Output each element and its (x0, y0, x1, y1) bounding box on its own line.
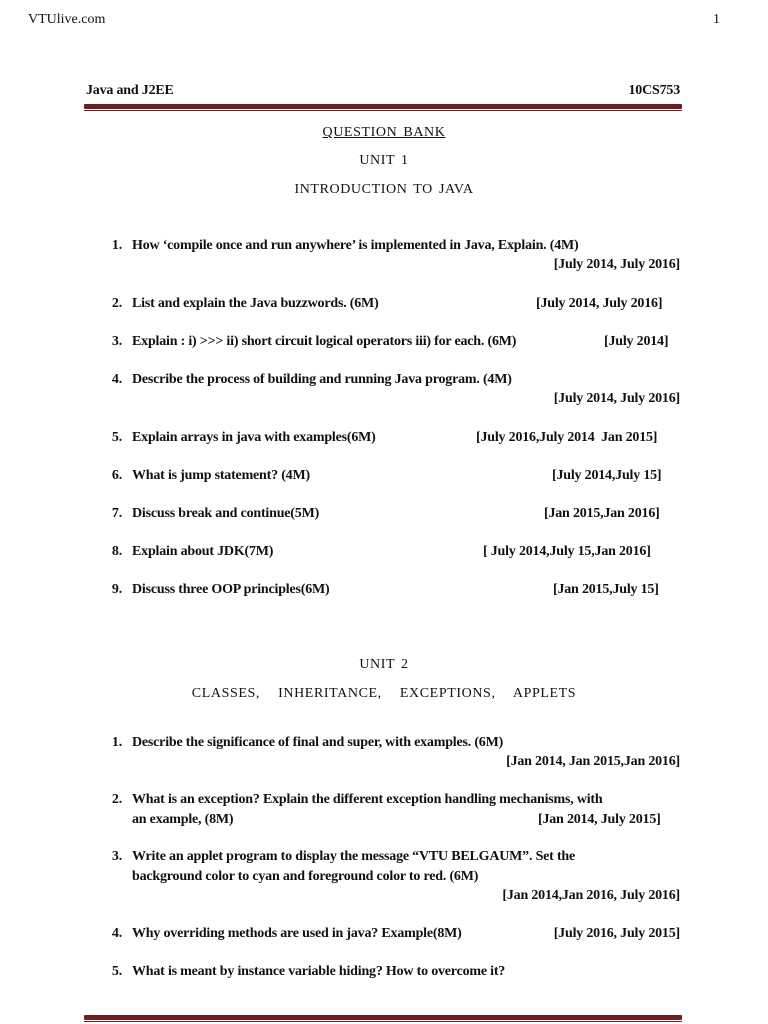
question-number: 4. (111, 926, 122, 941)
question-number: 9. (111, 582, 122, 597)
question-text: List and explain the Java buzzwords. (6M) (132, 296, 379, 311)
question-ref: [July 2016, July 2015] (553, 926, 680, 941)
course-title: Java and J2EE (86, 83, 174, 98)
question-text: What is an exception? Explain the different exception handling mechanisms, with (132, 792, 603, 807)
question-text: How ‘compile once and run anywhere’ is implemented in Java, Explain. (4M) (132, 238, 579, 253)
question-text: What is jump statement? (4M) (132, 468, 310, 483)
course-code: 10CS753 (628, 83, 680, 98)
question-number: 3. (111, 334, 122, 349)
question-bank-title: QUESTION BANK (322, 125, 446, 140)
question-ref: [Jan 2014,Jan 2016, July 2016] (502, 888, 680, 903)
page-number: 1 (713, 12, 720, 27)
question-text-cont: background color to cyan and foreground color to red. (6M) (132, 869, 479, 884)
question-text-cont: an example, (8M) (132, 812, 234, 827)
question-number: 2. (111, 296, 122, 311)
question-ref: [July 2016,July 2014 Jan 2015] (476, 430, 658, 445)
question-number: 1. (111, 735, 122, 750)
question-text: Describe the significance of final and super, with examples. (6M) (132, 735, 504, 750)
question-ref: [July 2014, July 2016] (553, 257, 680, 272)
question-number: 5. (111, 964, 122, 979)
question-text: Discuss break and continue(5M) (132, 506, 320, 521)
question-ref: [Jan 2015,July 15] (553, 582, 659, 597)
question-text: Explain arrays in java with examples(6M) (132, 430, 376, 445)
question-ref: [Jan 2015,Jan 2016] (544, 506, 660, 521)
question-number: 6. (111, 468, 122, 483)
unit2-label: UNIT 2 (359, 657, 409, 672)
unit1-label: UNIT 1 (359, 153, 409, 168)
question-ref: [July 2014, July 2016] (536, 296, 663, 311)
question-ref: [Jan 2014, July 2015] (538, 812, 661, 827)
question-number: 2. (111, 792, 122, 807)
question-text: Describe the process of building and running Java program. (4M) (132, 372, 512, 387)
unit1-title: INTRODUCTION TO JAVA (294, 182, 474, 197)
site-name: VTUlive.com (28, 12, 106, 27)
question-text: What is meant by instance variable hiding? How to overcome it? (132, 964, 506, 979)
unit2-title: CLASSES, INHERITANCE, EXCEPTIONS, APPLETS (191, 686, 577, 701)
question-number: 5. (111, 430, 122, 445)
question-number: 8. (111, 544, 122, 559)
question-text: Why overriding methods are used in java? Example(8M) (132, 926, 462, 941)
question-number: 4. (111, 372, 122, 387)
question-ref: [July 2014,July 15] (552, 468, 662, 483)
question-ref: [July 2014, July 2016] (553, 391, 680, 406)
question-text: Write an applet program to display the message “VTU BELGAUM”. Set the (132, 849, 576, 864)
question-ref: [July 2014] (604, 334, 669, 349)
question-number: 1. (111, 238, 122, 253)
question-ref: [ July 2014,July 15,Jan 2016] (483, 544, 651, 559)
question-text: Explain about JDK(7M) (132, 544, 274, 559)
question-number: 3. (111, 849, 122, 864)
footer-rule (84, 1015, 682, 1020)
question-text: Explain : i) >>> ii) short circuit logical operators iii) for each. (6M) (132, 334, 517, 349)
question-text: Discuss three OOP principles(6M) (132, 582, 330, 597)
question-number: 7. (111, 506, 122, 521)
header-rule (84, 104, 682, 109)
question-ref: [Jan 2014, Jan 2015,Jan 2016] (506, 754, 680, 769)
